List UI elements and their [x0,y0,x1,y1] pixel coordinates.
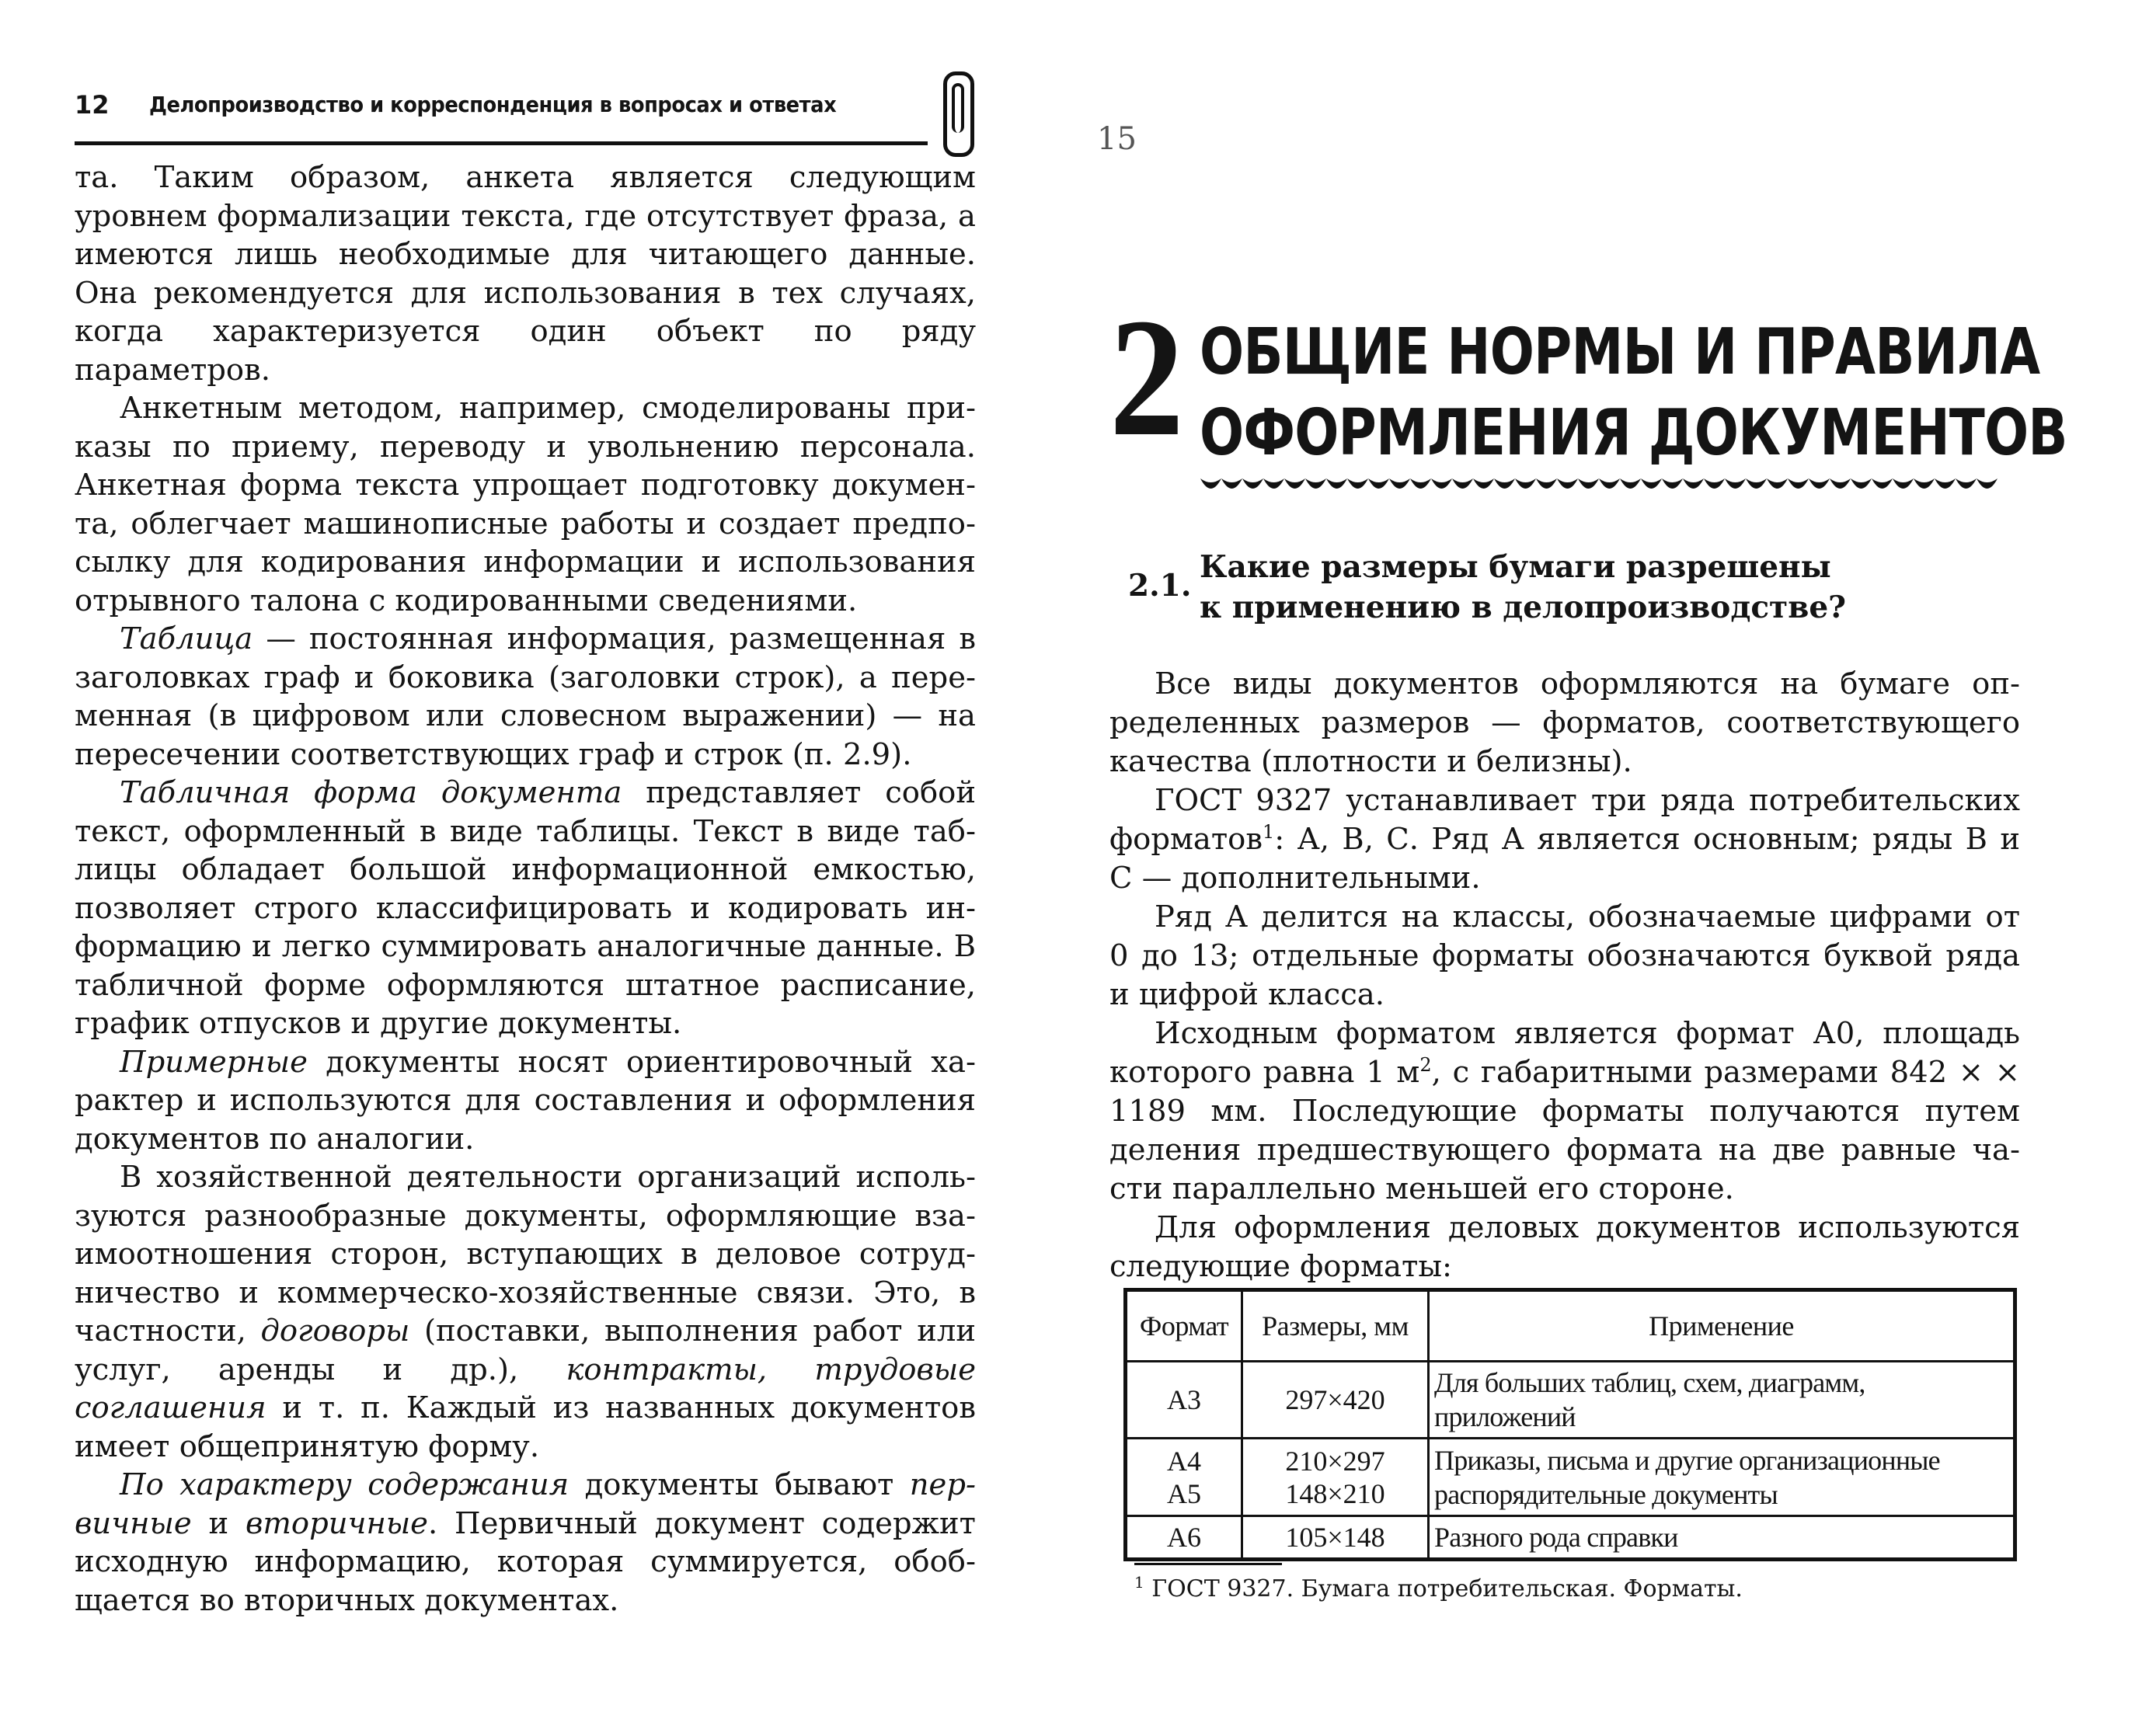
italic-term: первичные [75,1467,976,1541]
right-paragraph [1109,1014,2020,1209]
text-run: В хозяйственной деятельности организаций используются разнообразные документы, оформляющие взаимоотношения сторон, вступающих в деловое сотрудничество и коммерческо-хозяйственные связи. Это, в частности, [75,1160,976,1348]
footnote-text: ГОСТ 9327. Бумага потребительская. Форматы. [1151,1575,1743,1602]
left-paragraph [75,1043,976,1159]
cell-use: Разного рода справки [1429,1516,2015,1560]
text-run: : А, В, С. Ряд А является основным; ряды В и С — дополнительными. [1109,822,2020,896]
footnote-marker: 1 [1134,1573,1144,1592]
cell-size: 297×420 [1242,1362,1429,1439]
left-paragraph [75,158,976,389]
text-run: и т. п. Каждый из названных документов имеет общепринятую форму. [75,1390,976,1464]
left-paragraph [75,1466,976,1620]
text-run: ГОСТ 9327 устанавливает три ряда потребительских форматов [1109,783,2020,857]
superscript: 1 [1263,821,1275,844]
left-paragraph [75,389,976,620]
page-number: 12 [75,90,110,120]
chapter-number: 2 [1109,284,1184,472]
cell-size: 105×148 [1242,1516,1429,1560]
italic-term: контракты, трудовые соглашения [75,1352,976,1425]
cell-format: А3 [1126,1362,1242,1439]
left-body-text [75,158,976,1620]
question-line-1: Какие размеры бумаги разрешены [1200,549,1831,585]
right-paragraph [1109,1209,2020,1286]
question-text [1200,547,1905,628]
chapter-title [1200,312,2067,474]
superscript: 2 [1419,1054,1432,1077]
italic-term: вторичные [245,1505,428,1541]
running-header [75,87,928,145]
text-run: Анкетным методом, например, смоделированы приказы по приему, переводу и увольнению персонала. Анкетная форма текста упрощает подготовку документа, облегчает машинописные работы и создает предпосылку для кодирования информации и использования отрывного талона с кодированными сведениями. [75,391,976,618]
cell-size: 210×297 148×210 [1242,1439,1429,1516]
cell-format: А4 А5 [1126,1439,1242,1516]
italic-term: Табличная форма документа [120,775,622,810]
text-run: Ряд А делится на классы, обозначаемые цифрами от 0 до 13; отдельные форматы обозначаются буквой ряда и цифрой класса. [1109,900,2020,1012]
text-run: Исходным форматом является формат А0, площадь которого равна 1 м [1109,1016,2020,1090]
left-paragraph [75,1158,976,1466]
italic-term: Таблица [120,621,253,656]
header-use: Применение [1429,1290,2015,1362]
text-run: документы бывают [569,1467,910,1502]
question-heading [1128,547,1905,628]
table-header-row [1126,1290,2015,1362]
right-paragraph [1109,665,2020,781]
decorative-wavy-rule [1200,475,2001,496]
italic-term: договоры [260,1314,410,1348]
question-line-2: к применению в делопроизводстве? [1200,590,1846,625]
cell-use: Для больших таблиц, схем, диаграмм, приложений [1429,1362,2015,1439]
text-run: и [191,1505,246,1541]
handwritten-page-mark: 15 [1097,121,1137,157]
running-title: Делопроизводство и корреспонденция в вопросах и ответах [149,92,837,117]
table-row [1126,1516,2015,1560]
text-run: Для оформления деловых документов используются следующие форматы: [1109,1210,2020,1284]
left-paragraph [75,620,976,774]
text-run: та. Таким образом, анкета является следующим уровнем формализации текста, где отсутствует фраза, а имеются лишь необходимые для читающего данные. Она рекомендуется для использования в тех случаях, когда характеризуется один объект по ряду параметров. [75,160,976,388]
text-run: (поставки, выполнения работ или услуг, аренды и др.), [75,1314,976,1387]
footnote [1134,1575,1743,1602]
text-run: . Первичный документ содержит исходную информацию, которая суммируется, обобщается во вторичных документах. [75,1505,976,1618]
chapter-title-line-2: ОФОРМЛЕНИЯ ДОКУМЕНТОВ [1200,396,2067,470]
chapter-title-line-1: ОБЩИЕ НОРМЫ И ПРАВИЛА [1200,315,2040,389]
header-size: Размеры, мм [1242,1290,1429,1362]
italic-term: Примерные [120,1044,308,1080]
chapter-heading [1109,284,2067,491]
right-paragraph [1109,898,2020,1014]
text-run: , с габаритными размерами 842 × × 1189 мм. Последующие форматы получаются путем деления предшествующего формата на две равные части параллельно меньшей его стороне. [1109,1055,2020,1206]
right-body-text [1109,665,2020,1286]
text-run: представляет собой текст, оформленный в виде таблицы. Текст в виде таблицы обладает большой информационной емкостью, позволяет строго классифицировать и кодировать информацию и легко суммировать аналогичные данные. В табличной форме оформляются штатное расписание, график отпусков и другие документы. [75,775,976,1041]
cell-format: А6 [1126,1516,1242,1560]
cell-use: Приказы, письма и другие организационные распорядительные документы [1429,1439,2015,1516]
text-run: Все виды документов оформляются на бумаге определенных размеров — форматов, соответствующего качества (плотности и белизны). [1109,666,2020,779]
paperclip-icon [943,71,974,157]
header-format: Формат [1126,1290,1242,1362]
right-paragraph [1109,781,2020,898]
formats-table [1123,1288,2017,1561]
text-run: — постоянная информация, размещенная в заголовках граф и боковика (заголовки строк), а переменная (в цифровом или словесном выражении) — на пересечении соответствующих граф и строк (п. 2.9). [75,621,976,772]
table-row [1126,1439,2015,1516]
italic-term: По характеру содержания [120,1467,569,1502]
left-paragraph [75,774,976,1043]
question-number: 2.1. [1128,568,1192,604]
text-run: документы носят ориентировочный характер и используются для составления и оформления документов по аналогии. [75,1044,976,1157]
footnote-rule [1134,1563,1282,1565]
table-row [1126,1362,2015,1439]
